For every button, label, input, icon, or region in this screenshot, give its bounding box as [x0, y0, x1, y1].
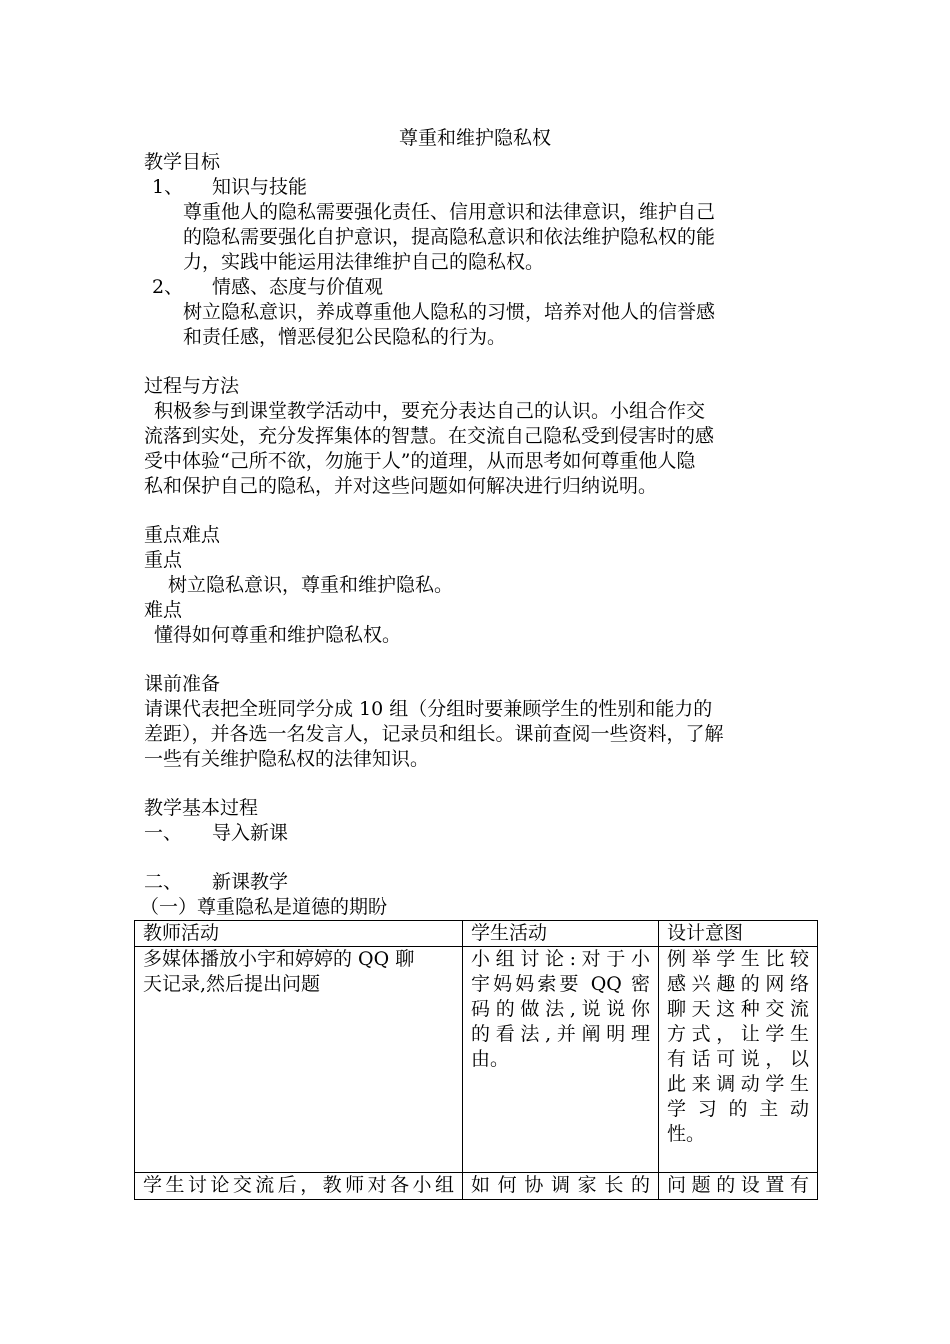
cell-line: 此来调动学生	[667, 1073, 809, 1095]
cell-line: 学 习 的 主 动	[667, 1098, 809, 1120]
cell-line: 问题的设置有	[667, 1174, 809, 1196]
cell-line: 小组讨论:对于小	[471, 948, 650, 970]
objective-1-line: 力，实践中能运用法律维护自己的隐私权。	[183, 251, 545, 273]
keypoints-heading: 重点难点	[144, 524, 221, 546]
key-point-label: 重点	[144, 549, 183, 571]
activity-table	[134, 920, 818, 1200]
cell-line: 如 何 协 调 家 长 的	[471, 1174, 650, 1196]
table-header-row	[135, 921, 818, 947]
header-student-activity: 学生活动	[463, 921, 659, 947]
objective-2-line: 树立隐私意识，养成尊重他人隐私的习惯，培养对他人的信誉感	[183, 301, 716, 323]
cell-line: 的看法,并阐明理	[471, 1023, 650, 1045]
cell-line: 由。	[471, 1048, 510, 1070]
process-line: 流落到实处，充分发挥集体的智慧。在交流自己隐私受到侵害时的感	[144, 425, 715, 447]
step-2-number: 二、	[144, 871, 183, 893]
difficulty-text: 懂得如何尊重和维护隐私权。	[154, 624, 402, 646]
table-row	[135, 1173, 818, 1200]
objectives-heading: 教学目标	[144, 151, 221, 173]
objective-2-number: 2、	[152, 276, 184, 298]
cell-line: 有话可说，以	[667, 1048, 809, 1070]
objective-2-title: 情感、态度与价值观	[212, 276, 384, 298]
process-heading: 过程与方法	[144, 375, 240, 397]
cell-line: 天记录,然后提出问题	[143, 973, 321, 995]
design-intent-cell	[659, 947, 818, 1173]
student-activity-cell	[463, 1173, 659, 1200]
design-intent-cell	[659, 1173, 818, 1200]
step-1-title: 导入新课	[212, 822, 289, 844]
prep-heading: 课前准备	[144, 673, 221, 695]
prep-line: 一些有关维护隐私权的法律知识。	[144, 748, 430, 770]
process-line: 积极参与到课堂教学活动中，要充分表达自己的认识。小组合作交	[154, 400, 706, 422]
cell-line: 聊天这种交流	[667, 998, 809, 1020]
process-line: 私和保护自己的隐私，并对这些问题如何解决进行归纳说明。	[144, 475, 658, 497]
difficulty-label: 难点	[144, 599, 183, 621]
key-point-text: 树立隐私意识，尊重和维护隐私。	[168, 574, 454, 596]
step-1-number: 一、	[144, 822, 183, 844]
cell-line: 多媒体播放小宇和婷婷的 QQ 聊	[143, 948, 415, 970]
process-line: 受中体验“己所不欲，勿施于人”的道理，从而思考如何尊重他人隐	[144, 450, 696, 472]
subsection-title: （一）尊重隐私是道德的期盼	[140, 896, 388, 918]
document-title: 尊重和维护隐私权	[398, 127, 551, 149]
cell-line: 例举学生比较	[667, 948, 809, 970]
cell-line: 性。	[667, 1123, 706, 1145]
header-teacher-activity: 教师活动	[135, 921, 463, 947]
cell-line: 感兴趣的网络	[667, 973, 809, 995]
cell-line: 码的做法,说说你	[471, 998, 650, 1020]
objective-2-line: 和责任感，憎恶侵犯公民隐私的行为。	[183, 326, 507, 348]
step-2-title: 新课教学	[212, 871, 289, 893]
objective-1-number: 1、	[152, 176, 184, 198]
objective-1-line: 的隐私需要强化自护意识，提高隐私意识和依法维护隐私权的能	[183, 226, 716, 248]
cell-line: 宇妈妈索要 QQ 密	[471, 973, 650, 995]
cell-line: 学生讨论交流后，教师对各小组	[143, 1174, 454, 1196]
table-row	[135, 947, 818, 1173]
objective-1-title: 知识与技能	[212, 176, 308, 198]
header-design-intent: 设计意图	[659, 921, 818, 947]
basic-process-heading: 教学基本过程	[144, 797, 259, 819]
teacher-activity-cell	[135, 947, 463, 1173]
prep-line: 差距），并各选一名发言人，记录员和组长。课前查阅一些资料，了解	[144, 723, 724, 745]
teacher-activity-cell	[135, 1173, 463, 1200]
student-activity-cell	[463, 947, 659, 1173]
cell-line: 方式，让学生	[667, 1023, 809, 1045]
objective-1-line: 尊重他人的隐私需要强化责任、信用意识和法律意识，维护自己	[183, 201, 716, 223]
prep-line: 请课代表把全班同学分成 10 组（分组时要兼顾学生的性别和能力的	[144, 698, 713, 720]
